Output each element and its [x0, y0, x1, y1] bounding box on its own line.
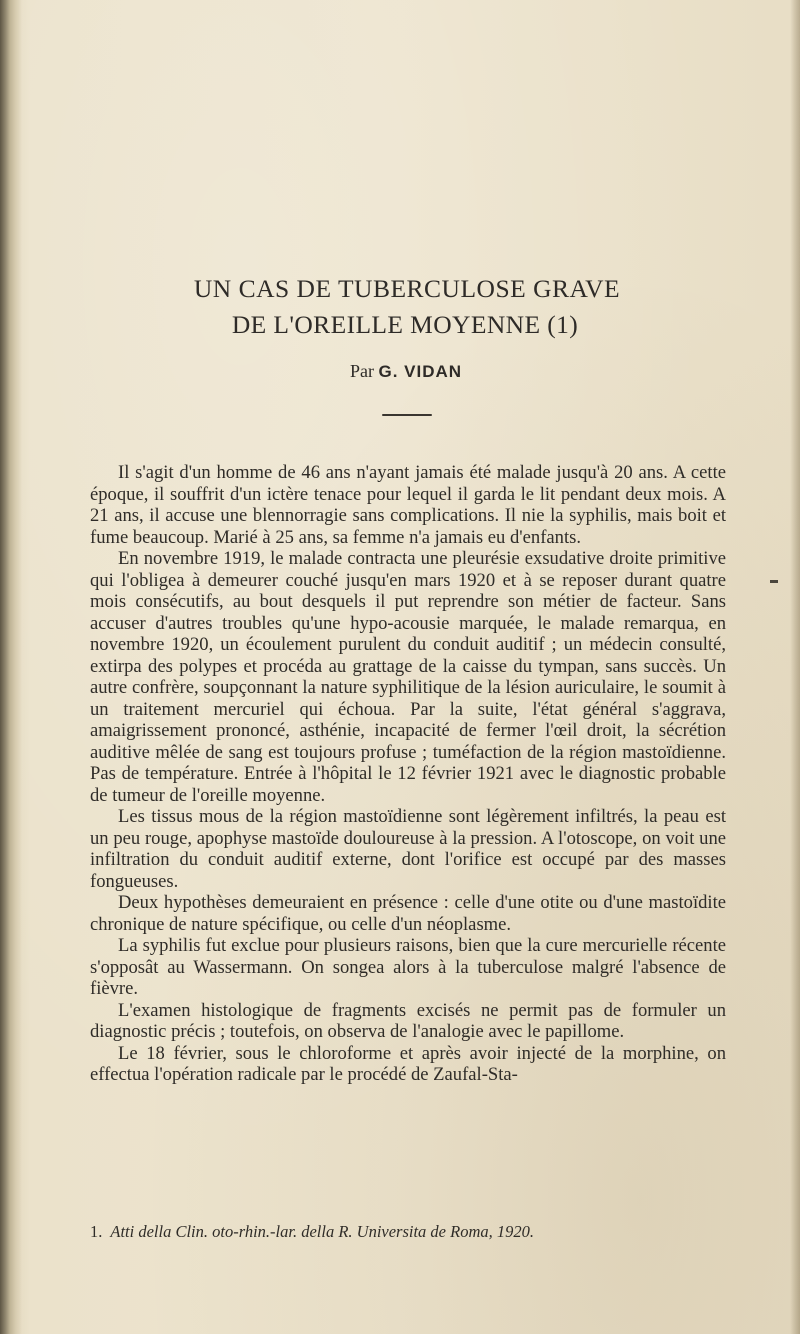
footnote	[90, 1222, 730, 1242]
paragraph: L'examen histologique de fragments excisés ne permit pas de formuler un diagnostic précis ; toutefois, on observa de l'analogie avec le papillome.	[90, 999, 726, 1042]
footnote-number: 1.	[90, 1222, 103, 1241]
paragraph: Les tissus mous de la région mastoïdienne sont légèrement infiltrés, la peau est un peu rouge, apophyse mastoïde douloureuse à la pression. A l'otoscope, on voit une infiltration du conduit auditif externe, dont l'orifice est occupé par des masses fongueuses.	[90, 806, 726, 892]
title-divider-rule	[382, 414, 432, 416]
paragraph: Le 18 février, sous le chloroforme et après avoir injecté de la morphine, on effectua l'opération radicale par le procédé de Zaufal-Sta-	[90, 1042, 726, 1085]
footnote-text: Atti della Clin. oto-rhin.-lar. della R. Universita de Roma, 1920.	[110, 1222, 535, 1241]
page-binding-shadow	[0, 0, 22, 1334]
byline-prefix: Par	[349, 361, 374, 381]
paragraph: La syphilis fut exclue pour plusieurs raisons, bien que la cure mercurielle récente s'opposât au Wassermann. On songea alors à la tuberculose malgré l'absence de fièvre.	[90, 935, 726, 999]
margin-mark	[770, 580, 778, 583]
paragraph: Il s'agit d'un homme de 46 ans n'ayant jamais été malade jusqu'à 20 ans. A cette époque, il souffrit d'un ictère tenace pour lequel il garda le lit pendant deux mois. A 21 ans, il accuse une blennorragie sans complications. Il nie la syphilis, mais boit et fume beaucoup. Marié à 25 ans, sa femme n'a jamais eu d'enfants.	[90, 462, 726, 548]
paragraph: Deux hypothèses demeuraient en présence : celle d'une otite ou d'une mastoïdite chronique de nature spécifique, ou celle d'un néoplasme.	[90, 892, 726, 935]
article-body	[90, 462, 726, 1086]
article-byline	[0, 361, 800, 382]
article-title-line-2: DE L'OREILLE MOYENNE (1)	[231, 310, 579, 339]
article-title-line-1: UN CAS DE TUBERCULOSE GRAVE	[193, 274, 621, 303]
author-name: G. VIDAN	[378, 362, 463, 381]
paragraph: En novembre 1919, le malade contracta une pleurésie exsudative droite primitive qui l'obligea à demeurer couché jusqu'en mars 1920 et à se reposer durant quatre mois consécutifs, au bout desquels il put reprendre son métier de facteur. Sans accuser d'autres troubles qu'une hypo-acousie marquée, le malade remarqua, en novembre 1920, un écoulement purulent du conduit auditif ; un médecin consulté, extirpa des polypes et procéda au grattage de la caisse du tympan, sans succès. Un autre confrère, soupçonnant la nature syphilitique de la lésion auriculaire, le soumit à un traitement mercuriel qui échoua. Par la suite, l'état général s'aggrava, amaigrissement prononcé, asthénie, incapacité de fermer l'œil droit, la sécrétion auditive mêlée de sang est toujours profuse ; tuméfaction de la région mastoïdienne. Pas de température. Entrée à l'hôpital le 12 février 1921 avec le diagnostic probable de tumeur de l'oreille moyenne.	[90, 548, 726, 806]
page-edge-shadow	[790, 0, 800, 1334]
